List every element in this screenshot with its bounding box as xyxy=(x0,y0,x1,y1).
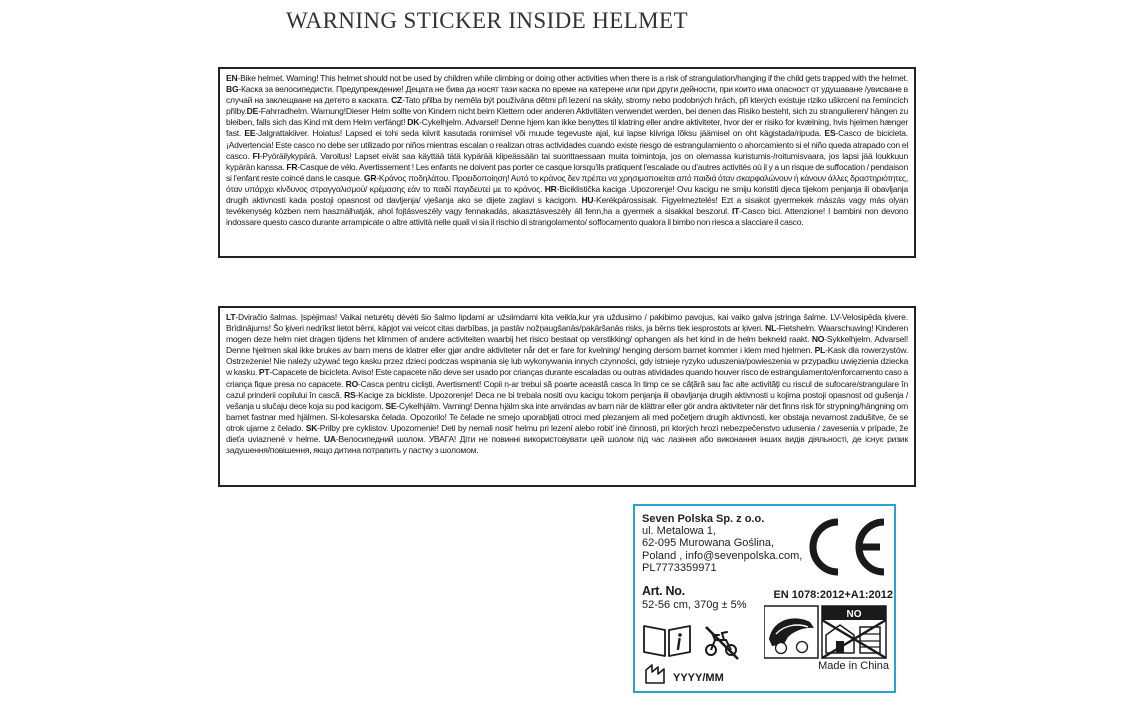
page-title: WARNING STICKER INSIDE HELMET xyxy=(286,8,688,33)
warning-text: -Prilby pre cyklistov. Upozornenie! Deti by nemali nosiť helmu pri lezení alebo robiť iné činnosti, pri ktorých hrozí nebezpečenstvo udusenia / zavesenia v prípade, že dieťa uviaznené v helme. xyxy=(226,422,908,445)
warning-text: -Dviračio šalmas. Įspėjimas! Vaikai neturėtų dėvėti šio šalmo lipdami ar užsiimdami kita veikla,kur yra uždusimo / pakibimo pavojus, kai vaiko galva įstringa šalme. LV-Velosipēda ķivere. Brīdinājums! Šo ķiveri nedrīkst lietot bērni, kāpjot vai veicot citas darbības, ja pastāv nožņaugšanās/pakāršanās risks, ja bērns tiek iesprostots ar ķiveri. xyxy=(226,312,908,334)
warning-text: -Kerékpárossisak. Figyelmeztelés! Ezt a sisakot gyermekek mászás vagy más olyan tevékenység közben nem használhatják, ahol fojtásveszély vagy fennakadás, akasztásveszély áll fenn,ha a gyermek a sisakkal beszorul. xyxy=(226,195,908,217)
language-code: RS xyxy=(344,389,356,400)
helmet-warning-icon xyxy=(764,603,892,659)
warning-text: -Biciklistička kaciga .Upozorenje! Ovu kacigu ne smiju koristiti djeca tijekom penjanja ili obavljanja drugih aktivnosti kada postoji opasnost od davljenja/ vješanja ako se dijete zaglavi s kacigom. xyxy=(226,183,908,206)
language-code: CZ xyxy=(391,95,403,106)
warning-text: -Sykkelhjelm. Advarsel! Denne hjelmen skal ikke brukes av barn mens de klatrer eller gjør andre aktiviteter når det er fare for kvelning/ henging dersom barnet kommer i klem med hjelmen. xyxy=(226,334,908,356)
language-code: IT xyxy=(732,206,740,217)
warning-entry xyxy=(244,128,824,138)
read-manual-icon xyxy=(642,622,692,658)
language-code: SK xyxy=(305,422,318,433)
warning-text-box-1 xyxy=(218,67,916,258)
warning-text: -Fietshelm. Waarschuwing! Kinderen mogen deze helm niet dragen tijdens het klimmen of andere activiteiten waarbij het risico bestaat op verstikking/ ophangen als het kind in de helm bekneld raakt. xyxy=(226,323,908,345)
company-tax-id: PL7773359971 xyxy=(642,561,717,574)
company-city: 62-095 Murowana Goślina, xyxy=(642,537,775,550)
warning-text: -Jalgrattakiiver. Hoiatus! Lapsed ei tohi seda kiivrit kasutada ronimisel või muude tegevuste ajal, kui lapse kiivriga lõksu jäämisel on oht kägistada/ripuda. xyxy=(255,128,825,139)
language-code: ES xyxy=(824,128,836,139)
warning-entry xyxy=(226,73,908,83)
product-label xyxy=(633,504,896,693)
language-code: EE xyxy=(244,128,256,139)
warning-text-box-2 xyxy=(218,306,916,487)
warning-text: -Casca pentru ciclişti. Avertisment! Copii n-ar trebui să poarte această casca în timp ce se cățără sau fac alte activități cu riscul de sufocare/strangulare în cazul prinderii copilului în cască. xyxy=(226,378,908,400)
warning-text: -Casco de bicicleta. ¡Advertencia! Este casco no debe ser utilizado por niños mientras escalan o realizan otras actividades cuando existe riesgo de estrangulamiento o ahorcamiento si el niño queda atrapado con el casco. xyxy=(226,128,908,161)
warning-text: -Capacete de bicicleta. Aviso! Este capacete não deve ser usado por crianças durante escaladas ou outras atividades quando houver risco de estrangulamento/enforcamento caso a criança fique presa no capacete. xyxy=(226,367,908,389)
language-code: UA xyxy=(323,434,336,445)
language-code: FI xyxy=(252,150,260,161)
language-code: GR xyxy=(363,172,377,183)
company-street: ul. Metalowa 1, xyxy=(642,525,716,538)
warning-text: -Κράνος ποδηλάτου. Προειδοποίηση! Αυτό το κράνος δεν πρέπει να χρησιμοποιείται από παιδιά όταν σκαρφαλώνουν ή κάνουν άλλες δραστηριότητες, όταν υπάρχει κίνδυνος στραγγαλισμού/ κρέμασης εάν το παιδί παγιδευτεί με το κράνος. xyxy=(226,172,908,194)
language-code: FR xyxy=(286,161,298,172)
language-code: PT xyxy=(258,367,270,378)
warning-text: -Каска за велосипедисти. Предупреждение! Децата не бива да носят тази каска по време на катерене или при други дейности, при които има опасност от удушаване /увисване в случай на заклещване на детето в каската. xyxy=(226,84,908,106)
article-number-label: Art. No. xyxy=(642,584,685,598)
warning-text: -Tato přilba by neměla být používána dětmi při lezení na skály, stromy nebo podobných hrách, při kterých existuje riziko uškrcení na řemíncích přilby. xyxy=(226,95,908,117)
language-code: RO xyxy=(345,378,359,389)
manufacture-date-icon xyxy=(645,664,667,684)
language-code: HU xyxy=(581,195,594,206)
language-code: NO xyxy=(811,334,825,345)
article-size-weight: 52-56 cm, 370g ± 5% xyxy=(642,599,747,611)
company-name: Seven Polska Sp. z o.o. xyxy=(642,513,765,525)
warning-text: -Kacige za bickliste. Upozorenje! Deca ne bi trebala nositi ovu kacigu tokom penjanja ili obavljanja drugih aktivnosti u kojima postoji opasnost od gušenja / vešanja u slučaju dece koja su pod kacigom. xyxy=(226,389,908,411)
language-code: LT xyxy=(226,312,236,322)
warning-text: -Kask dla rowerzystów. Ostrzeżenie! Nie należy używać tego kasku przez dzieci podczas wspinania się lub wykonywania innych czynności, gdy istnieje ryzyko uduszenia/powieszenia w przypadku uwięzienia dziecka w kasku. xyxy=(226,345,908,378)
language-code: DE xyxy=(246,106,259,117)
warning-text: -Fahrradhelm. Warnung!Dieser Helm sollte von Kindern nicht beim Klettern oder anderen Aktivitäten verwendet werden, bei denen das Risiko besteht, sich zu strangulieren/ hängen zu bleiben, falls sich das Kind mit dem Helm verfängt! xyxy=(226,106,908,128)
company-contact: Poland , info@sevenpolska.com, xyxy=(642,549,803,562)
manufacturer-info xyxy=(642,513,812,574)
no-motor-vehicle-icon xyxy=(702,623,742,661)
language-code: HR xyxy=(544,183,557,194)
language-code: SE xyxy=(385,400,397,411)
warning-text: -Cykelhjälm. Varning! Denna hjälm ska inte användas av barn när de klättrar eller gör andra aktiviteter när det finns risk för strypning/hängning om barnet fastnar med hjälmen. SI-kolesarska čelada. Opozorilo! Te čelade ne smejo uporabljati otroci med plezanjem ali med početjem drugih aktivnosti, ker obstaja nevarnost zadušitve, če se otrok ujame z čelado. xyxy=(226,400,908,433)
language-code: PL xyxy=(814,345,826,356)
no-sign-text: NO xyxy=(846,609,862,620)
country-of-origin: Made in China xyxy=(818,660,889,672)
article-info xyxy=(642,584,772,611)
language-code: NL xyxy=(765,323,777,334)
language-code: DK xyxy=(407,117,420,128)
language-code: EN xyxy=(226,73,238,83)
warning-text: -Casque de vélo. Avertissement ! Les enfants ne doivent pas porter ce casque lorsqu'ils pratiquent l'escalade ou d'autres activités où il y a un risque de suffocation / pendaison si l'enfant reste coincé dans le casque. xyxy=(226,161,909,183)
ce-mark-icon xyxy=(800,514,890,580)
manufacture-date-format: YYYY/MM xyxy=(673,672,724,684)
warning-entry xyxy=(226,434,908,455)
warning-text: -Bike helmet. Warning! This helmet should not be used by children while climbing or doing other activities when there is a risk of strangulation/hanging if the child gets trapped with the helmet. xyxy=(237,73,908,83)
safety-standard: EN 1078:2012+A1:2012 xyxy=(773,589,893,601)
warning-text: -Casco bici. Attenzione! I bambini non devono indossare questo casco durante arrampicate o altre attività nelle quali vi sia il rischio di strangolamento/ soffocamento qualora il bimbo non riesca a slacciare il casco. xyxy=(226,206,908,228)
warning-text: -Велосипедний шолом. УВАГА! Діти не повинні використовувати цей шолом під час лазіння або виконання інших видів діяльності, де існує ризик задушення/повішення, якщо дитина потрапить у пастку з шоломом. xyxy=(226,434,908,456)
language-code: BG xyxy=(226,84,239,95)
warning-text: -Pyöräilykypärä. Varoitus! Lapset eivät saa käyttää tätä kypärää kiipeässään tai suorittaessaan muita toimintoja, jos on olemassa kuristumis-/roitumisvaara, jos lapsi jää loukkuun kypärän kanssa. xyxy=(226,150,909,172)
warning-text: -Cykelhjelm. Advarsel! Denne hjem kan ikke benyttes til klatring eller andre aktiviteter, hvor der er risiko for kvælning, hvis hjelmen hænger fast. xyxy=(226,117,908,139)
